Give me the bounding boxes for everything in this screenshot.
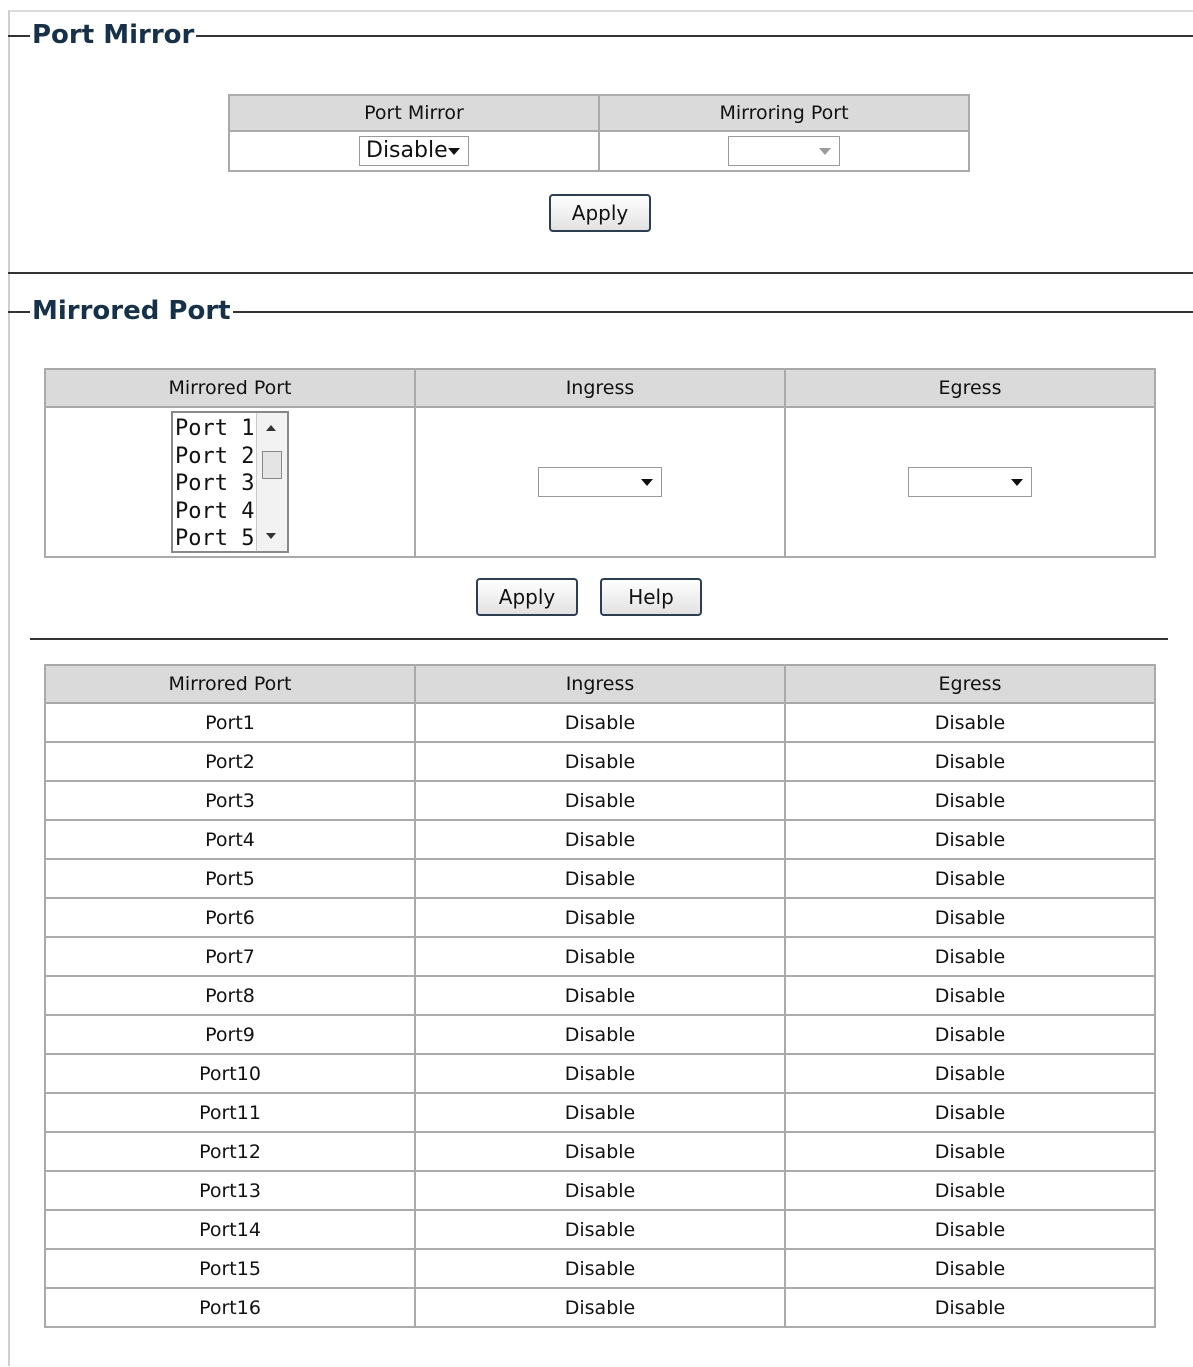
ingress-cell: Disable — [415, 1171, 785, 1210]
port-mirror-section-header — [8, 20, 1193, 50]
list-item[interactable]: Port 2 — [175, 443, 255, 469]
table-row — [45, 781, 1155, 820]
ingress-select[interactable] — [538, 467, 662, 497]
table-row — [45, 1093, 1155, 1132]
status-table-body — [45, 703, 1155, 1327]
egress-cell: Disable — [785, 1249, 1155, 1288]
port-cell: Port13 — [45, 1171, 415, 1210]
table-row — [45, 898, 1155, 937]
mirroring-port-header: Mirroring Port — [599, 95, 969, 131]
chevron-down-icon — [819, 148, 831, 155]
table-row — [45, 1015, 1155, 1054]
port-cell: Port2 — [45, 742, 415, 781]
table-row — [45, 1288, 1155, 1327]
ingress-cell: Disable — [415, 1249, 785, 1288]
ingress-header: Ingress — [415, 369, 785, 407]
port-cell: Port15 — [45, 1249, 415, 1288]
chevron-down-icon — [448, 148, 460, 155]
port-cell: Port10 — [45, 1054, 415, 1093]
table-row — [45, 1249, 1155, 1288]
egress-cell: Disable — [785, 859, 1155, 898]
mirrored-port-section-header — [8, 296, 1193, 326]
port-mirror-cell — [229, 131, 599, 171]
egress-cell: Disable — [785, 781, 1155, 820]
table-row — [45, 820, 1155, 859]
egress-cell: Disable — [785, 976, 1155, 1015]
egress-cell: Disable — [785, 1171, 1155, 1210]
status-ingress-header: Ingress — [415, 665, 785, 703]
scrollbar-thumb[interactable] — [262, 451, 282, 479]
egress-cell: Disable — [785, 937, 1155, 976]
ingress-cell: Disable — [415, 976, 785, 1015]
port-cell: Port7 — [45, 937, 415, 976]
mirroring-port-select[interactable] — [728, 136, 840, 166]
port-cell: Port14 — [45, 1210, 415, 1249]
table-row — [45, 937, 1155, 976]
ingress-cell: Disable — [415, 781, 785, 820]
mirrored-port-list-cell — [45, 407, 415, 557]
egress-cell: Disable — [785, 1210, 1155, 1249]
help-button[interactable]: Help — [600, 578, 702, 616]
ingress-cell: Disable — [415, 937, 785, 976]
port-cell: Port12 — [45, 1132, 415, 1171]
egress-cell: Disable — [785, 1288, 1155, 1327]
ingress-cell — [415, 407, 785, 557]
table-row — [45, 703, 1155, 742]
table-row — [45, 1054, 1155, 1093]
table-row — [45, 1171, 1155, 1210]
ingress-cell: Disable — [415, 1015, 785, 1054]
egress-cell: Disable — [785, 1054, 1155, 1093]
chevron-down-icon — [1011, 479, 1023, 486]
scroll-down-icon[interactable] — [266, 533, 276, 539]
ingress-cell: Disable — [415, 898, 785, 937]
port-mirror-table — [228, 94, 970, 172]
mirrored-port-status-table — [44, 664, 1156, 1328]
port-mirror-select[interactable] — [359, 136, 469, 166]
port-cell: Port11 — [45, 1093, 415, 1132]
mirrored-port-header: Mirrored Port — [45, 369, 415, 407]
ingress-cell: Disable — [415, 1288, 785, 1327]
table-divider — [30, 638, 1168, 640]
egress-cell: Disable — [785, 820, 1155, 859]
port-cell: Port6 — [45, 898, 415, 937]
list-item[interactable]: Port 1 — [175, 416, 255, 441]
ingress-cell: Disable — [415, 1054, 785, 1093]
egress-cell: Disable — [785, 898, 1155, 937]
port-cell: Port9 — [45, 1015, 415, 1054]
mirrored-port-apply-button[interactable]: Apply — [476, 578, 578, 616]
list-item[interactable]: Port 5 — [175, 526, 255, 551]
table-row — [45, 742, 1155, 781]
listbox-scrollbar[interactable] — [256, 413, 287, 551]
port-mirror-section-title: Port Mirror — [32, 20, 195, 50]
mirrored-port-config-table — [44, 368, 1156, 558]
mirrored-port-section-title: Mirrored Port — [32, 296, 231, 326]
ingress-cell: Disable — [415, 1210, 785, 1249]
list-item[interactable]: Port 3 — [175, 471, 255, 496]
ingress-cell: Disable — [415, 703, 785, 742]
ingress-cell: Disable — [415, 859, 785, 898]
status-egress-header: Egress — [785, 665, 1155, 703]
ingress-cell: Disable — [415, 742, 785, 781]
egress-select[interactable] — [908, 467, 1032, 497]
port-cell: Port5 — [45, 859, 415, 898]
table-row — [45, 1210, 1155, 1249]
table-row — [45, 1132, 1155, 1171]
scroll-up-icon[interactable] — [266, 425, 276, 431]
mirroring-port-cell — [599, 131, 969, 171]
egress-cell: Disable — [785, 742, 1155, 781]
port-mirror-apply-button[interactable]: Apply — [549, 194, 651, 232]
port-mirror-select-value: Disable — [366, 138, 448, 163]
ingress-cell: Disable — [415, 1093, 785, 1132]
port-cell: Port4 — [45, 820, 415, 859]
port-cell: Port1 — [45, 703, 415, 742]
table-row — [45, 859, 1155, 898]
port-cell: Port16 — [45, 1288, 415, 1327]
egress-cell: Disable — [785, 703, 1155, 742]
mirrored-port-listbox[interactable] — [171, 411, 289, 553]
egress-cell — [785, 407, 1155, 557]
egress-cell: Disable — [785, 1132, 1155, 1171]
chevron-down-icon — [641, 479, 653, 486]
section-divider — [8, 272, 1193, 274]
port-cell: Port3 — [45, 781, 415, 820]
ingress-cell: Disable — [415, 1132, 785, 1171]
egress-header: Egress — [785, 369, 1155, 407]
egress-cell: Disable — [785, 1093, 1155, 1132]
status-mirrored-port-header: Mirrored Port — [45, 665, 415, 703]
ingress-cell: Disable — [415, 820, 785, 859]
port-cell: Port8 — [45, 976, 415, 1015]
port-mirror-header: Port Mirror — [229, 95, 599, 131]
egress-cell: Disable — [785, 1015, 1155, 1054]
list-item[interactable]: Port 4 — [175, 498, 255, 524]
table-row — [45, 976, 1155, 1015]
